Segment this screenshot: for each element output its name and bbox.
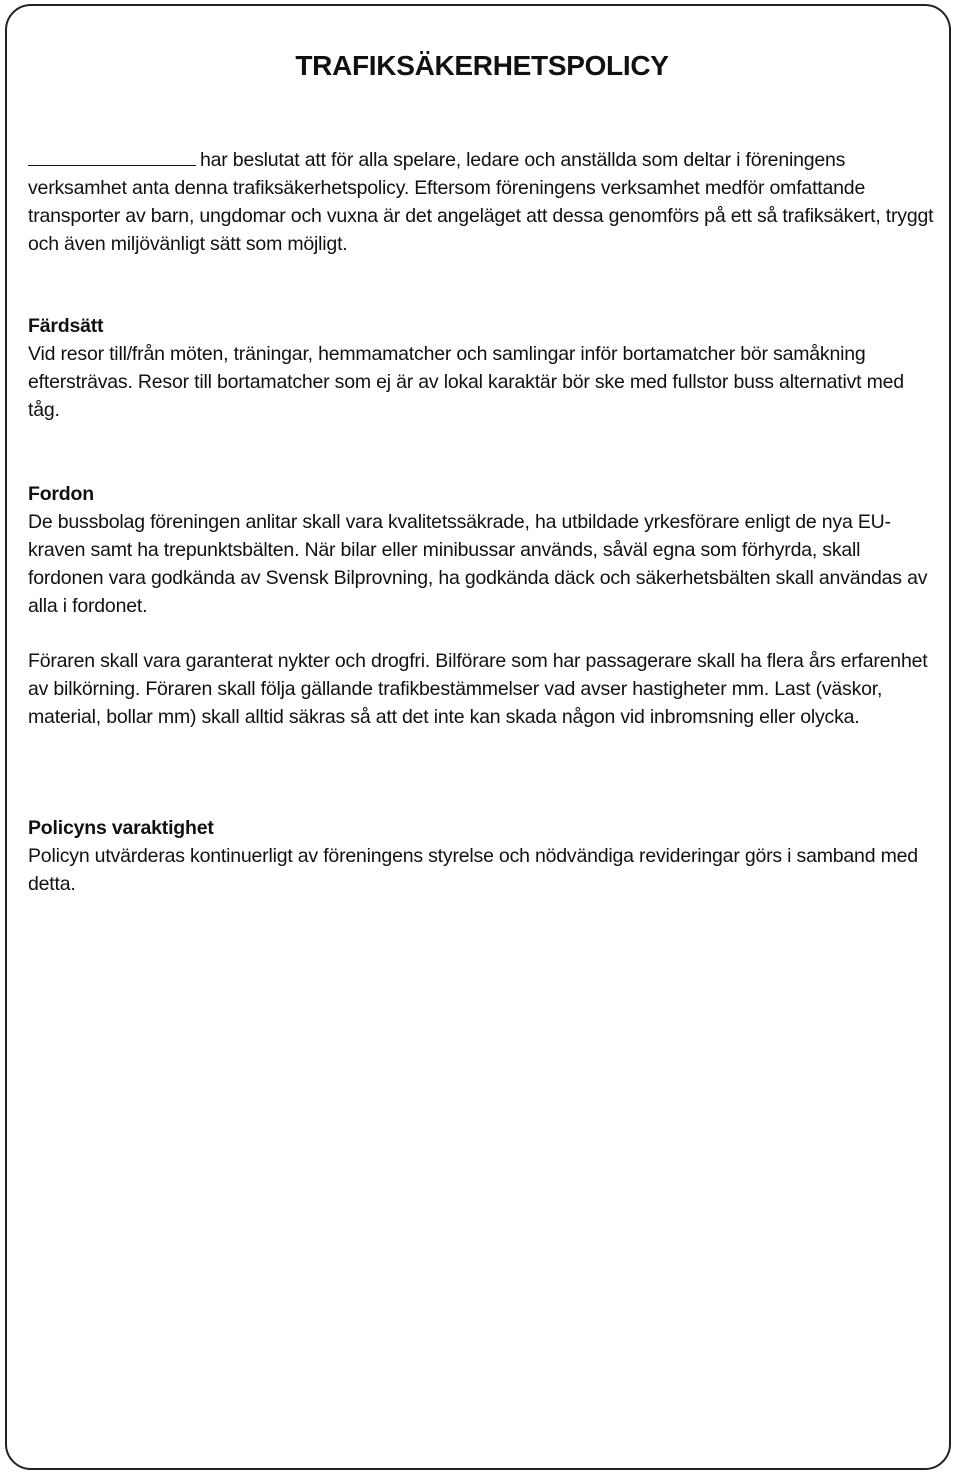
section-body: Vid resor till/från möten, träningar, hemmamatcher och samlingar inför bortamatcher bör samåkning eftersträvas. Resor till bortamatcher som ej är av lokal karaktär bör ske med fullstor buss alternativt med tåg. bbox=[28, 343, 904, 421]
section-heading: Policyns varaktighet bbox=[28, 817, 214, 839]
section-fardsatt bbox=[28, 312, 938, 424]
section-policyns-varaktighet bbox=[28, 814, 938, 898]
section-body: Policyn utvärderas kontinuerligt av föreningens styrelse och nödvändiga revideringar görs i samband med detta. bbox=[28, 845, 918, 895]
section-body: De bussbolag föreningen anlitar skall vara kvalitetssäkrade, ha utbildade yrkesförare enligt de nya EU-kraven samt ha trepunktsbälten. När bilar eller minibussar används, såväl egna som förhyrda, skall fordonen vara godkända av Svensk Bilprovning, ha godkända däck och säkerhetsbälten skall användas av alla i fordonet. bbox=[28, 511, 928, 617]
section-heading: Fordon bbox=[28, 483, 94, 505]
club-name-blank bbox=[28, 145, 196, 166]
section-heading: Färdsätt bbox=[28, 315, 104, 337]
intro-paragraph bbox=[28, 145, 938, 258]
document-title: TRAFIKSÄKERHETSPOLICY bbox=[295, 50, 669, 81]
intro-text: har beslutat att för alla spelare, ledare och anställda som deltar i föreningens verksamhet anta denna trafiksäkerhetspolicy. Eftersom föreningens verksamhet medför omfattande transporter av barn, ungdomar och vuxna är det angeläget att dessa genomförs på ett så trafiksäkert, tryggt och även miljövänligt sätt som möjligt. bbox=[28, 149, 934, 255]
section-fordon-paragraph-2: Föraren skall vara garanterat nykter och drogfri. Bilförare som har passagerare skall ha flera års erfarenhet av bilkörning. Föraren skall följa gällande trafikbestämmelser vad avser hastigheter mm. Last (väskor, material, bollar mm) skall alltid säkras så att det inte kan skada någon vid inbromsning eller olycka. bbox=[28, 650, 928, 728]
section-fordon bbox=[28, 480, 938, 620]
